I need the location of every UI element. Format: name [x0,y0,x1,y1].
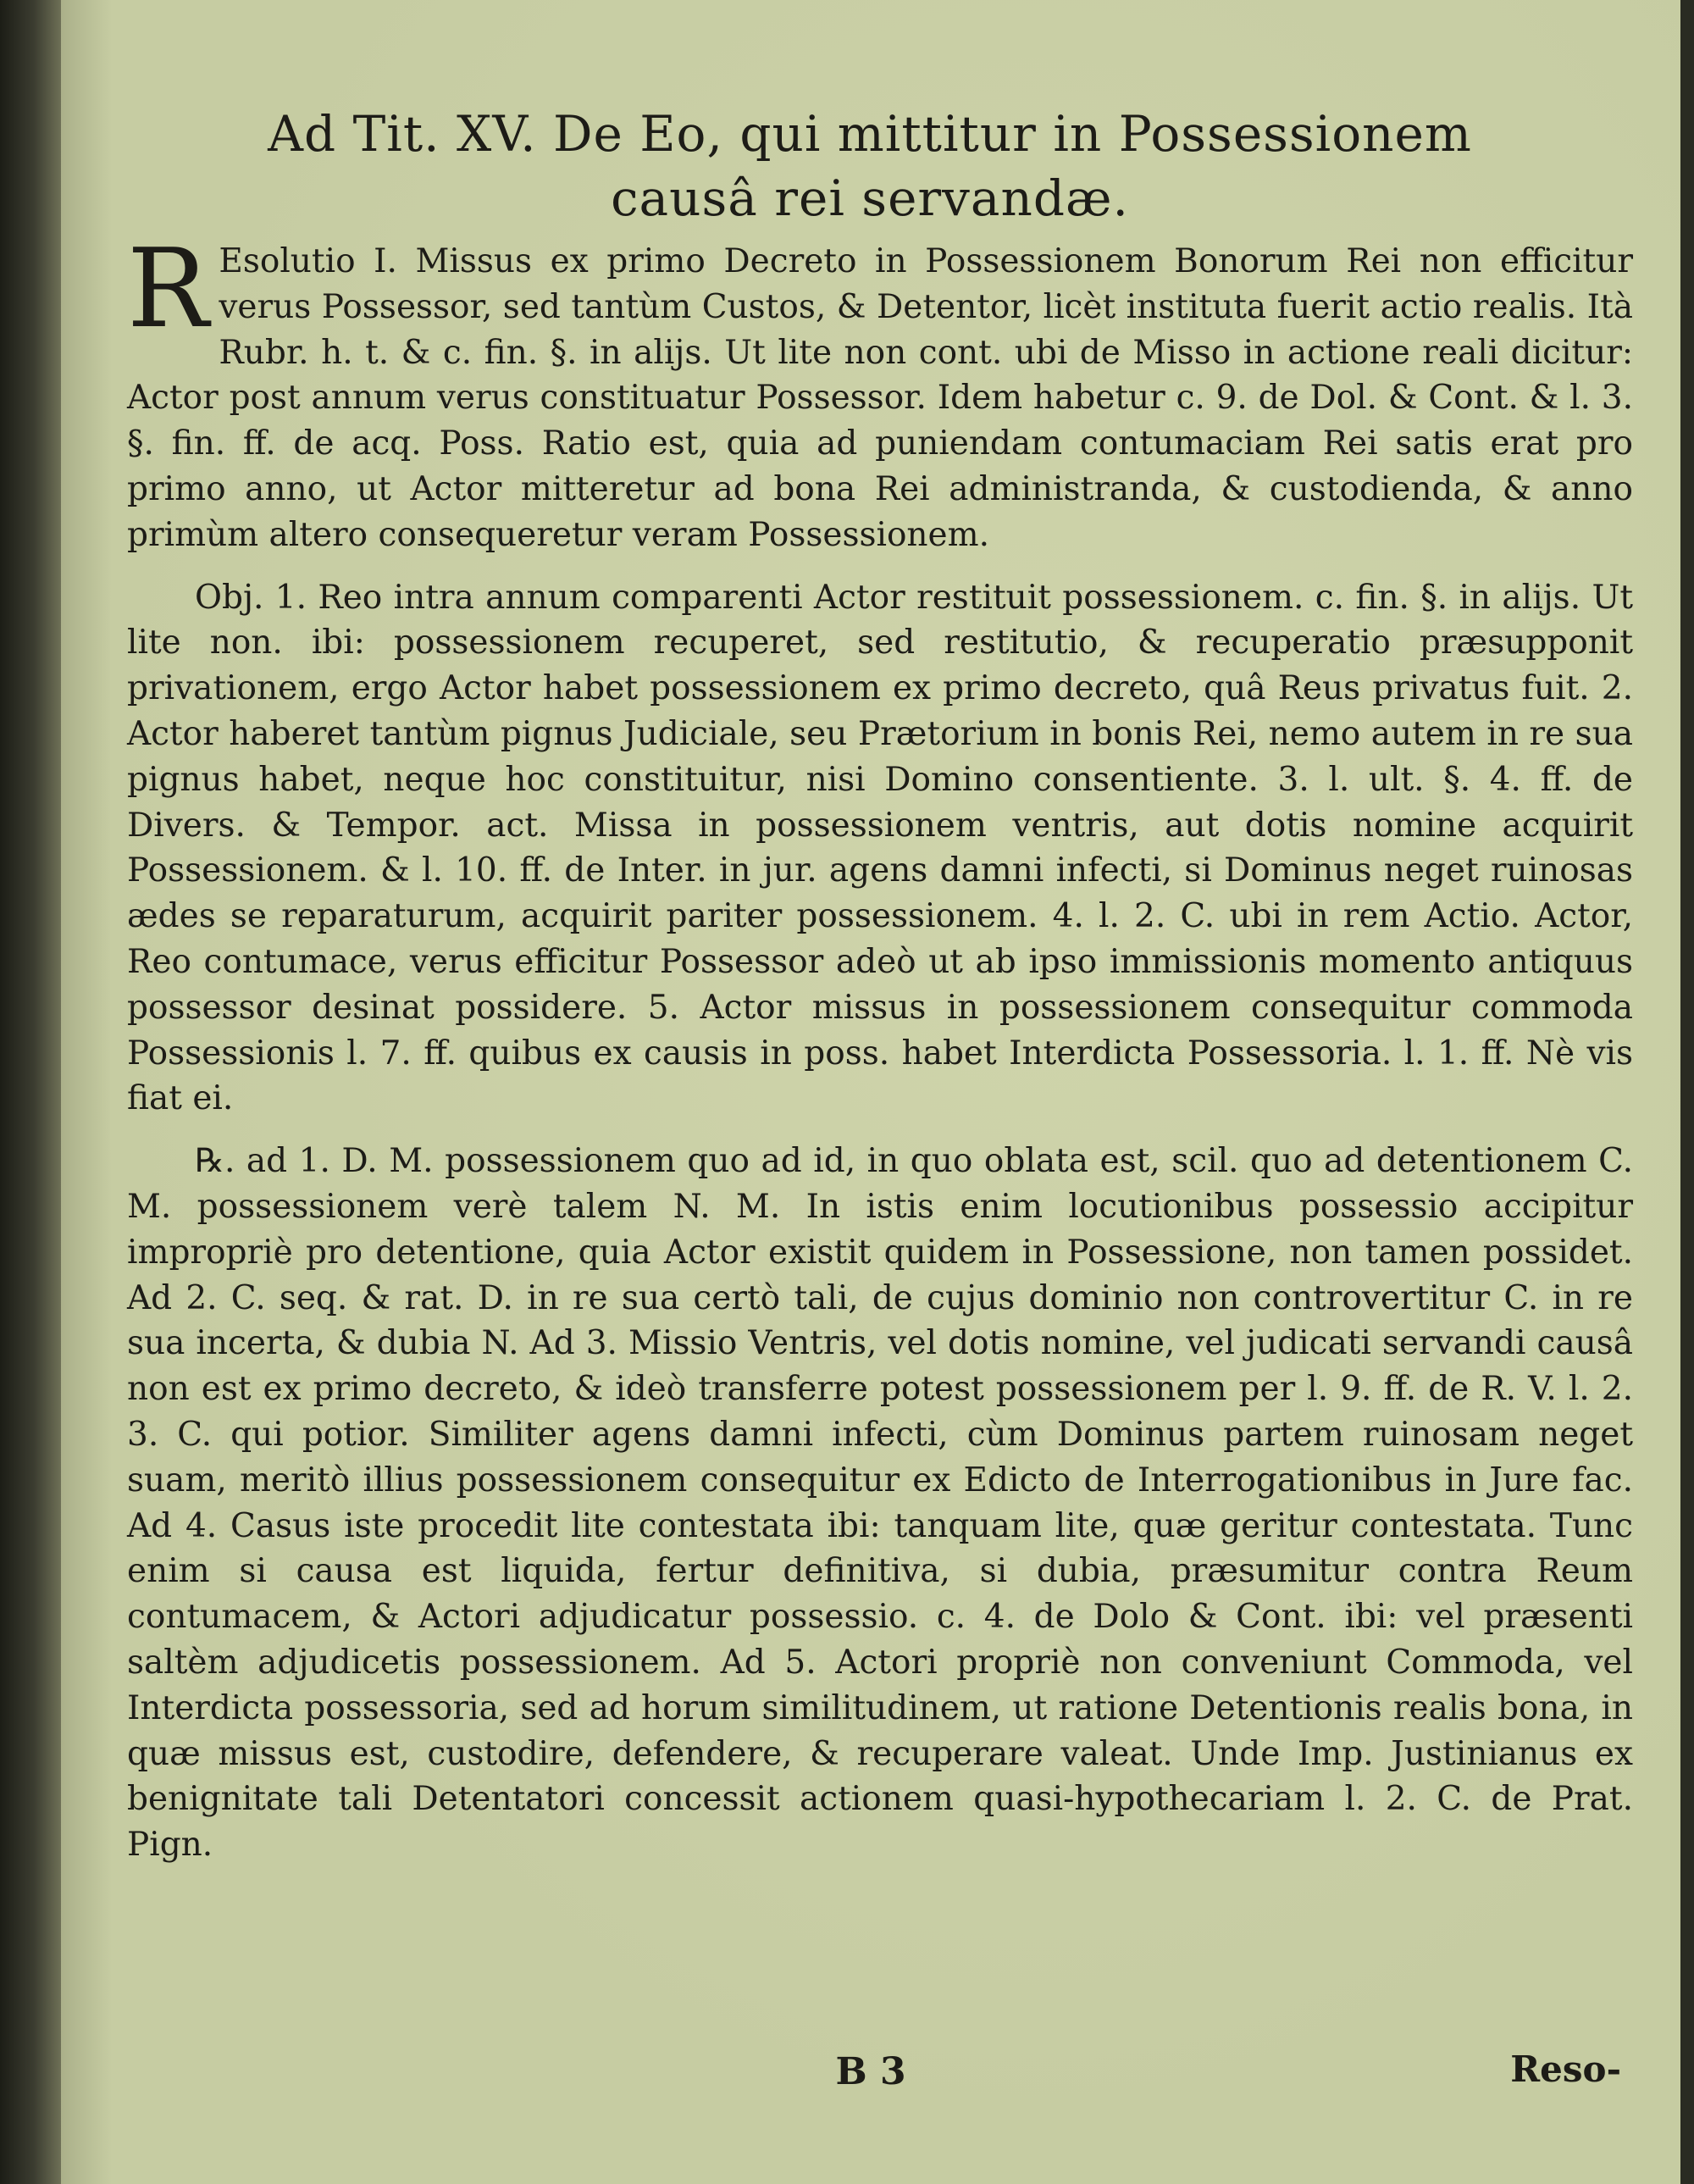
signature-mark: B 3 [835,2050,906,2093]
drop-cap: R [127,226,209,352]
paragraph-resolutio [127,226,1633,558]
book-gutter [0,0,61,2184]
catchword: Reso- [1510,2048,1621,2090]
chapter-title-line-2: causâ rei servandæ. [611,169,1129,227]
chapter-title [129,102,1611,230]
paragraph-responsio: ℞. ad 1. D. M. possessionem quo ad id, in quo oblata est, scil. quo ad detentionem C. M. possessionem verè talem N. M. In istis enim locutionibus possessio accipitur impropriè pro detentione, quia Actor existit quidem in Possessione, non tamen possidet. Ad 2. C. seq. & rat. D. in re sua certò tali, de cujus dominio non controvertitur C. in re sua incerta, & dubia N. Ad 3. Missio Ventris, vel dotis nomine, vel judicati servandi causâ non est ex primo decreto, & ideò transferre potest possessionem per l. 9. ff. de R. V. l. 2. 3. C. qui potior. Similiter agens damni infecti, cùm Dominus partem ruinosam neget suam, meritò illius possessionem consequitur ex Edicto de Interrogationibus in Jure fac. Ad 4. Casus iste procedit lite contestata ibi: tanquam lite, quæ geritur contestata. Tunc enim si causa est liquida, fertur definitiva, si dubia, præsumitur contra Reum contumacem, & Actori adjudicatur possessio. c. 4. de Dolo & Cont. ibi: vel præsenti saltèm adjudicetis possessionem. Ad 5. Actori propriè non conveniunt Commoda, vel Interdicta possessoria, sed ad horum similitudinem, ut ratione Detentionis realis bona, in quæ missus est, custodire, defendere, & recuperare valeat. Unde Imp. Justinianus ex benignitate tali Detentatori concessit actionem quasi-hypothecariam l. 2. C. de Prat. Pign. [127,1142,1633,1865]
page-body [127,226,1633,1885]
book-page [61,0,1680,2184]
chapter-title-line-1: Ad Tit. XV. De Eo, qui mittitur in Possessionem [268,105,1472,163]
paragraph-resolutio-text: Esolutio I. Missus ex primo Decreto in Possessionem Bonorum Rei non efficitur verus Possessor, sed tantùm Custos, & Detentor, licèt instituta fuerit actio realis. Ità Rubr. h. t. & c. fin. §. in alijs. Ut lite non cont. ubi de Misso in actione reali dicitur: Actor post annum verus constituatur Possessor. Idem habetur c. 9. de Dol. & Cont. & l. 3. §. fin. ff. de acq. Poss. Ratio est, quia ad puniendam contumaciam Rei satis erat pro primo anno, ut Actor mitteretur ad bona Rei administranda, & custodienda, & anno primùm altero consequeretur veram Possessionem. [127,242,1633,554]
paragraph-objectiones: Obj. 1. Reo intra annum comparenti Actor restituit possessionem. c. fin. §. in alijs. Ut lite non. ibi: possessionem recuperet, sed restitutio, & recuperatio præsupponit privationem, ergo Actor habet possessionem ex primo decreto, quâ Reus privatus fuit. 2. Actor haberet tantùm pignus Judiciale, seu Prætorium in bonis Rei, nemo autem in re sua pignus habet, neque hoc constituitur, nisi Domino consentiente. 3. l. ult. §. 4. ff. de Divers. & Tempor. act. Missa in possessionem ventris, aut dotis nomine acquirit Possessionem. & l. 10. ff. de Inter. in jur. agens damni infecti, si Dominus neget ruinosas ædes se reparaturum, acquirit pariter possessionem. 4. l. 2. C. ubi in rem Actio. Actor, Reo contumace, verus efficitur Possessor adeò ut ab ipso immissionis momento antiquus possessor desinat possidere. 5. Actor missus in possessionem consequitur commoda Possessionis l. 7. ff. quibus ex causis in poss. habet Interdicta Possessoria. l. 1. ff. Nè vis fiat ei. [127,578,1633,1118]
